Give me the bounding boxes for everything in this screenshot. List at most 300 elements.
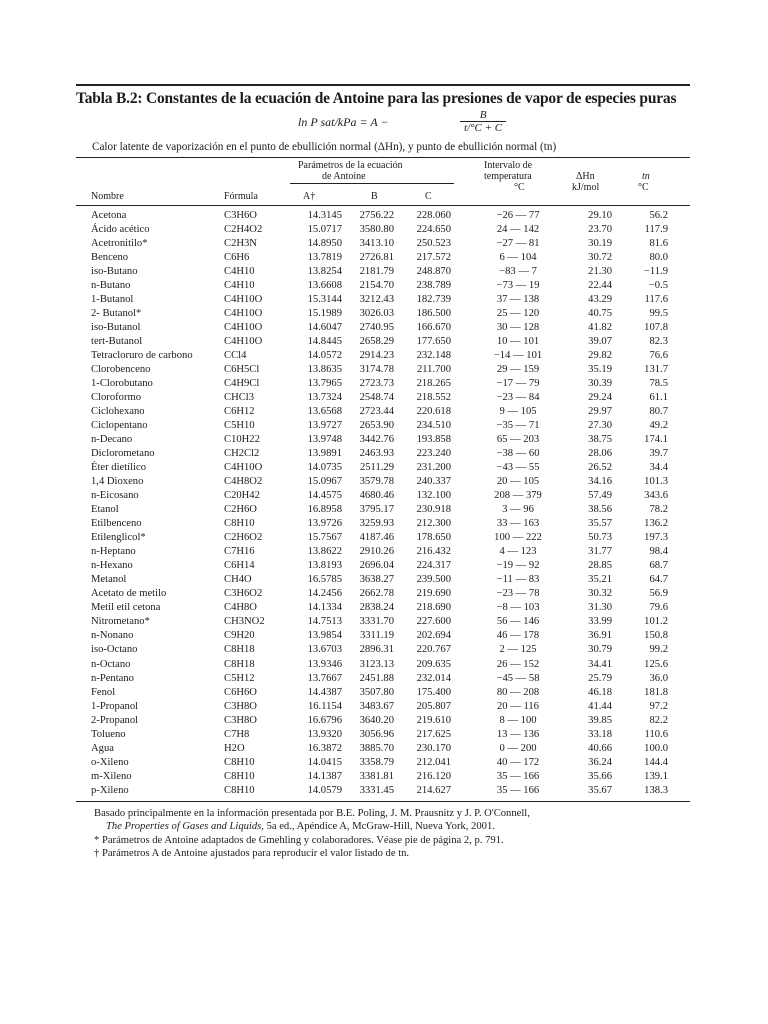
antoine-b: 3795.17 — [359, 504, 394, 516]
antoine-b: 3442.76 — [359, 434, 394, 446]
antoine-a: 14.6047 — [307, 322, 342, 334]
normal-boiling-point: 49.2 — [649, 420, 668, 432]
heat-of-vaporization: 39.85 — [588, 714, 612, 726]
params-group-rule — [290, 183, 454, 184]
heat-of-vaporization: 30.19 — [588, 238, 612, 250]
normal-boiling-point: 101.2 — [644, 616, 668, 628]
compound-name: Etanol — [91, 504, 119, 516]
heat-of-vaporization: 28.85 — [588, 560, 612, 572]
table-row — [76, 475, 690, 489]
table-row — [76, 686, 690, 700]
compound-formula: C2H6O2 — [224, 532, 263, 544]
compound-name: Tolueno — [91, 728, 126, 740]
antoine-a: 14.0735 — [307, 462, 342, 474]
antoine-c: 219.690 — [416, 588, 451, 600]
temperature-range: −27 — 81 — [496, 238, 540, 250]
antoine-c: 177.650 — [416, 336, 451, 348]
antoine-a: 14.1387 — [307, 770, 342, 782]
temperature-range: 65 — 203 — [496, 434, 540, 446]
antoine-b: 2723.73 — [359, 378, 394, 390]
header-tn-unit: °C — [638, 182, 649, 193]
antoine-a: 14.0572 — [307, 350, 342, 362]
antoine-b: 3212.43 — [359, 294, 394, 306]
compound-formula: CH4O — [224, 574, 252, 586]
antoine-b: 4680.46 — [359, 490, 394, 502]
compound-name: Etilbenceno — [91, 518, 142, 530]
heat-of-vaporization: 43.29 — [588, 294, 612, 306]
table-header — [76, 158, 690, 205]
compound-name: 1-Butanol — [91, 294, 134, 306]
temperature-range: 9 — 105 — [499, 406, 537, 418]
antoine-a: 14.1334 — [307, 602, 342, 614]
heat-of-vaporization: 40.66 — [588, 742, 612, 754]
antoine-a: 13.9346 — [307, 658, 342, 670]
antoine-c: 182.739 — [416, 294, 451, 306]
compound-name: m-Xileno — [91, 770, 132, 782]
antoine-a: 15.0967 — [307, 476, 342, 488]
table-row — [76, 489, 690, 503]
antoine-c: 230.918 — [416, 504, 451, 516]
compound-name: iso-Butanol — [91, 322, 141, 334]
antoine-a: 15.1989 — [307, 308, 342, 320]
table-row — [76, 503, 690, 517]
table-row — [76, 335, 690, 349]
antoine-c: 202.694 — [416, 630, 451, 642]
table-row — [76, 573, 690, 587]
compound-name: n-Decano — [91, 434, 133, 446]
normal-boiling-point: 82.2 — [649, 714, 668, 726]
antoine-c: 223.240 — [416, 448, 451, 460]
antoine-a: 16.5785 — [307, 574, 342, 586]
table-row — [76, 629, 690, 643]
table-row — [76, 419, 690, 433]
antoine-a: 13.7819 — [307, 252, 342, 264]
header-params-line2: de Antoine — [322, 171, 366, 182]
table-row — [76, 391, 690, 405]
antoine-b: 2653.90 — [359, 420, 394, 432]
normal-boiling-point: 138.3 — [644, 784, 668, 796]
heat-of-vaporization: 31.30 — [588, 602, 612, 614]
heat-of-vaporization: 33.18 — [588, 728, 612, 740]
compound-name: Benceno — [91, 252, 129, 264]
compound-formula: C3H6O — [224, 210, 257, 221]
compound-name: Acetronitilo* — [91, 238, 148, 250]
normal-boiling-point: 125.6 — [644, 658, 668, 670]
temperature-range: 20 — 105 — [496, 476, 540, 488]
antoine-a: 14.0415 — [307, 756, 342, 768]
compound-name: Cloroformo — [91, 392, 142, 404]
antoine-a: 13.6568 — [307, 406, 342, 418]
normal-boiling-point: 36.0 — [649, 672, 668, 684]
antoine-a: 16.8958 — [307, 504, 342, 516]
antoine-b: 2511.29 — [359, 462, 394, 474]
normal-boiling-point: 136.2 — [644, 518, 668, 530]
table-bottom-rule — [76, 801, 690, 802]
antoine-c: 232.148 — [416, 350, 451, 362]
antoine-c: 205.807 — [416, 700, 451, 712]
antoine-c: 218.552 — [416, 392, 451, 404]
antoine-a: 14.8445 — [307, 336, 342, 348]
temperature-range: 24 — 142 — [496, 224, 540, 236]
normal-boiling-point: 131.7 — [644, 364, 668, 376]
heat-of-vaporization: 35.21 — [588, 574, 612, 586]
antoine-equation — [76, 109, 690, 139]
heat-of-vaporization: 57.49 — [588, 490, 612, 502]
antoine-c: 175.400 — [416, 686, 451, 698]
antoine-a: 15.3144 — [307, 294, 342, 306]
compound-name: Ácido acético — [91, 224, 150, 236]
compound-formula: C6H14 — [224, 560, 255, 572]
compound-name: 2-Propanol — [91, 714, 139, 726]
table-row — [76, 770, 690, 784]
antoine-b: 2658.29 — [359, 336, 394, 348]
compound-formula: C8H10 — [224, 784, 255, 796]
heat-of-vaporization: 29.10 — [588, 210, 612, 221]
antoine-a: 13.9891 — [307, 448, 342, 460]
heat-of-vaporization: 30.72 — [588, 252, 612, 264]
heat-of-vaporization: 46.18 — [588, 686, 612, 698]
table-body — [76, 209, 690, 798]
table-row — [76, 321, 690, 335]
compound-name: Tetracloruro de carbono — [91, 350, 193, 362]
table-row — [76, 433, 690, 447]
equation-numerator: B — [479, 109, 487, 121]
antoine-c: 186.500 — [416, 308, 451, 320]
normal-boiling-point: 80.7 — [649, 406, 668, 418]
compound-formula: C8H10 — [224, 770, 255, 782]
equation-denominator: t/°C + C — [460, 121, 506, 135]
temperature-range: −23 — 84 — [496, 392, 540, 404]
temperature-range: −23 — 78 — [496, 588, 540, 600]
compound-formula: C7H8 — [224, 728, 250, 740]
compound-name: 1-Clorobutano — [91, 378, 153, 390]
antoine-b: 3413.10 — [359, 238, 394, 250]
antoine-a: 15.7567 — [307, 532, 342, 544]
normal-boiling-point: 39.7 — [649, 448, 668, 460]
antoine-a: 13.7324 — [307, 392, 342, 404]
compound-name: Ciclopentano — [91, 420, 148, 432]
antoine-c: 166.670 — [416, 322, 451, 334]
temperature-range: −35 — 71 — [496, 420, 540, 432]
temperature-range: 30 — 128 — [496, 322, 540, 334]
normal-boiling-point: 139.1 — [644, 770, 668, 782]
temperature-range: 6 — 104 — [499, 252, 537, 264]
temperature-range: 10 — 101 — [496, 336, 540, 348]
table-title: Tabla B.2: Constantes de la ecuación de Antoine para las presiones de vapor de especies puras — [76, 90, 677, 107]
antoine-b: 2726.81 — [359, 252, 394, 264]
compound-formula: C9H20 — [224, 630, 255, 642]
normal-boiling-point: −0.5 — [648, 280, 668, 292]
table-row — [76, 756, 690, 770]
antoine-c: 218.265 — [416, 378, 451, 390]
compound-formula: C4H10O — [224, 294, 263, 306]
compound-formula: C8H10 — [224, 518, 255, 530]
heat-of-vaporization: 38.56 — [588, 504, 612, 516]
source-note-line2 — [94, 820, 690, 834]
heat-of-vaporization: 22.44 — [588, 280, 612, 292]
normal-boiling-point: 343.6 — [644, 490, 668, 502]
table-page — [76, 84, 690, 861]
antoine-c: 178.650 — [416, 532, 451, 544]
antoine-b: 3579.78 — [359, 476, 394, 488]
compound-formula: C4H10 — [224, 280, 255, 292]
heat-of-vaporization: 25.79 — [588, 672, 612, 684]
compound-formula: C2H6O — [224, 504, 257, 516]
antoine-c: 230.170 — [416, 742, 451, 754]
antoine-a: 14.8950 — [307, 238, 342, 250]
header-c: C — [425, 191, 432, 202]
table-row — [76, 307, 690, 321]
table-row — [76, 742, 690, 756]
antoine-c: 220.618 — [416, 406, 451, 418]
compound-formula: C20H42 — [224, 490, 260, 502]
table-row — [76, 461, 690, 475]
compound-formula: C8H18 — [224, 644, 255, 656]
source-note-line1: Basado principalmente en la información presentada por B.E. Poling, J. M. Prausnitz y J. P. O'Connell, — [94, 807, 530, 819]
antoine-a: 16.3872 — [307, 742, 342, 754]
compound-formula: CH2Cl2 — [224, 448, 260, 460]
heat-of-vaporization: 26.52 — [588, 462, 612, 474]
heat-of-vaporization: 29.24 — [588, 392, 612, 404]
antoine-c: 228.060 — [416, 210, 451, 221]
temperature-range: 4 — 123 — [499, 546, 537, 558]
antoine-c: 132.100 — [416, 490, 451, 502]
equation-fraction — [460, 109, 506, 135]
antoine-a: 13.8193 — [307, 560, 342, 572]
table-row — [76, 672, 690, 686]
compound-name: Nitrometano* — [91, 616, 150, 628]
temperature-range: 40 — 172 — [496, 756, 540, 768]
antoine-a: 14.4575 — [307, 490, 342, 502]
temperature-range: −11 — 83 — [496, 574, 540, 586]
table-row — [76, 447, 690, 461]
heat-of-vaporization: 41.44 — [588, 700, 612, 712]
temperature-range: −19 — 92 — [496, 560, 540, 572]
compound-name: Metanol — [91, 574, 127, 586]
compound-formula: CHCl3 — [224, 392, 255, 404]
heat-of-vaporization: 30.79 — [588, 644, 612, 656]
compound-name: n-Pentano — [91, 672, 134, 684]
table-row — [76, 601, 690, 615]
header-bottom-rule — [76, 205, 690, 206]
temperature-range: 46 — 178 — [496, 630, 540, 642]
compound-formula: C4H10O — [224, 308, 263, 320]
header-dh: ΔHn — [576, 171, 595, 182]
compound-name: Agua — [91, 742, 114, 754]
antoine-b: 3507.80 — [359, 686, 394, 698]
normal-boiling-point: 101.3 — [644, 476, 668, 488]
compound-name: Acetato de metilo — [91, 588, 167, 600]
antoine-c: 234.510 — [416, 420, 451, 432]
antoine-c: 218.690 — [416, 602, 451, 614]
antoine-a: 14.0579 — [307, 784, 342, 796]
heat-of-vaporization: 27.30 — [588, 420, 612, 432]
antoine-c: 238.789 — [416, 280, 451, 292]
compound-formula: H2O — [224, 742, 245, 754]
compound-name: o-Xileno — [91, 756, 129, 768]
header-interval-line2: temperatura — [484, 171, 532, 182]
table-row — [76, 265, 690, 279]
antoine-a: 14.4387 — [307, 686, 342, 698]
temperature-range: 25 — 120 — [496, 308, 540, 320]
heat-of-vaporization: 28.06 — [588, 448, 612, 460]
compound-formula: C10H22 — [224, 434, 260, 446]
antoine-a: 16.6796 — [307, 714, 342, 726]
compound-name: tert-Butanol — [91, 336, 143, 348]
normal-boiling-point: 99.2 — [649, 644, 668, 656]
table-row — [76, 209, 690, 223]
temperature-range: 100 — 222 — [494, 532, 542, 544]
antoine-a: 15.0717 — [307, 224, 342, 236]
compound-formula: C3H6O2 — [224, 588, 263, 600]
normal-boiling-point: 117.9 — [644, 224, 668, 236]
heat-of-vaporization: 34.16 — [588, 476, 612, 488]
antoine-a: 13.8635 — [307, 364, 342, 376]
table-row — [76, 237, 690, 251]
normal-boiling-point: 78.5 — [649, 378, 668, 390]
asterisk-note: * Parámetros de Antoine adaptados de Gmehling y colaboradores. Véase pie de página 2, p. 791. — [94, 834, 504, 846]
heat-of-vaporization: 33.99 — [588, 616, 612, 628]
normal-boiling-point: 144.4 — [644, 756, 668, 768]
compound-name: n-Nonano — [91, 630, 134, 642]
temperature-range: 26 — 152 — [496, 658, 540, 670]
temperature-range: −14 — 101 — [493, 350, 543, 362]
heat-of-vaporization: 35.67 — [588, 784, 612, 796]
antoine-b: 2154.70 — [359, 280, 394, 292]
normal-boiling-point: 150.8 — [644, 630, 668, 642]
heat-of-vaporization: 35.57 — [588, 518, 612, 530]
compound-formula: C2H4O2 — [224, 224, 263, 236]
compound-formula: C6H6O — [224, 686, 257, 698]
antoine-a: 13.7965 — [307, 378, 342, 390]
source-note-rest: 5a ed., Apéndice A, McGraw-Hill, Nueva York, 2001. — [263, 821, 495, 833]
temperature-range: −17 — 79 — [496, 378, 540, 390]
antoine-b: 2463.93 — [359, 448, 394, 460]
header-params-line1: Parámetros de la ecuación — [298, 160, 403, 171]
normal-boiling-point: 174.1 — [644, 434, 668, 446]
antoine-c: 227.600 — [416, 616, 451, 628]
temperature-range: 0 — 200 — [499, 742, 537, 754]
compound-name: n-Eicosano — [91, 490, 139, 502]
compound-name: Clorobenceno — [91, 364, 151, 376]
compound-formula: C8H10 — [224, 756, 255, 768]
antoine-b: 3331.45 — [359, 784, 394, 796]
compound-formula: C6H12 — [224, 406, 255, 418]
compound-formula: C7H16 — [224, 546, 255, 558]
compound-name: p-Xileno — [91, 784, 129, 796]
table-row — [76, 251, 690, 265]
antoine-b: 2910.26 — [359, 546, 394, 558]
normal-boiling-point: 76.6 — [649, 350, 668, 362]
temperature-range: 208 — 379 — [494, 490, 542, 502]
antoine-c: 216.120 — [416, 770, 451, 782]
temperature-range: 80 — 208 — [496, 686, 540, 698]
antoine-a: 13.9320 — [307, 728, 342, 740]
header-interval-unit: °C — [514, 182, 525, 193]
table-notes — [76, 807, 690, 861]
equation-lhs: ln P sat/kPa = A − — [298, 115, 389, 129]
header-tn: tn — [642, 171, 650, 182]
antoine-b: 3358.79 — [359, 756, 394, 768]
header-nombre: Nombre — [91, 191, 124, 202]
antoine-b: 3885.70 — [359, 742, 394, 754]
compound-name: Diclorometano — [91, 448, 155, 460]
table-row — [76, 377, 690, 391]
temperature-range: −8 — 103 — [496, 602, 540, 614]
compound-name: n-Hexano — [91, 560, 133, 572]
compound-name: n-Heptano — [91, 546, 136, 558]
heat-of-vaporization: 36.24 — [588, 756, 612, 768]
antoine-b: 3580.80 — [359, 224, 394, 236]
antoine-a: 13.7667 — [307, 672, 342, 684]
normal-boiling-point: −11.9 — [643, 266, 668, 278]
normal-boiling-point: 107.8 — [644, 322, 668, 334]
antoine-c: 232.014 — [416, 672, 451, 684]
normal-boiling-point: 98.4 — [649, 546, 668, 558]
heat-of-vaporization: 21.30 — [588, 266, 612, 278]
temperature-range: −45 — 58 — [496, 672, 540, 684]
table-row — [76, 279, 690, 293]
compound-formula: C5H12 — [224, 672, 255, 684]
compound-formula: C4H9Cl — [224, 378, 260, 390]
normal-boiling-point: 56.9 — [649, 588, 668, 600]
antoine-b: 2838.24 — [359, 602, 394, 614]
antoine-a: 13.9727 — [307, 420, 342, 432]
heat-of-vaporization: 34.41 — [588, 658, 612, 670]
normal-boiling-point: 110.6 — [644, 728, 668, 740]
compound-name: Fenol — [91, 686, 116, 698]
compound-formula: C4H10O — [224, 462, 263, 474]
antoine-c: 193.858 — [416, 434, 451, 446]
antoine-b: 2548.74 — [359, 392, 394, 404]
compound-formula: C8H18 — [224, 658, 255, 670]
heat-of-vaporization: 29.97 — [588, 406, 612, 418]
antoine-b: 3331.70 — [359, 616, 394, 628]
normal-boiling-point: 56.2 — [649, 210, 668, 221]
temperature-range: −43 — 55 — [496, 462, 540, 474]
table-subtitle: Calor latente de vaporización en el punto de ebullición normal (ΔHn), y punto de ebullición normal (tn) — [92, 141, 557, 153]
temperature-range: 3 — 96 — [502, 504, 534, 516]
antoine-c: 250.523 — [416, 238, 451, 250]
compound-name: Etilenglicol* — [91, 532, 146, 544]
heat-of-vaporization: 41.82 — [588, 322, 612, 334]
temperature-range: 35 — 166 — [496, 770, 540, 782]
temperature-range: 20 — 116 — [497, 700, 539, 712]
antoine-b: 3026.03 — [359, 308, 394, 320]
antoine-b: 2696.04 — [359, 560, 394, 572]
table-row — [76, 545, 690, 559]
compound-formula: C4H8O — [224, 602, 257, 614]
temperature-range: 37 — 138 — [496, 294, 540, 306]
antoine-c: 220.767 — [416, 644, 451, 656]
antoine-c: 214.627 — [416, 784, 451, 796]
source-book-title: The Properties of Gases and Liquids, — [106, 821, 264, 833]
antoine-b: 2756.22 — [359, 210, 394, 221]
normal-boiling-point: 61.1 — [649, 392, 668, 404]
heat-of-vaporization: 38.75 — [588, 434, 612, 446]
header-dh-unit: kJ/mol — [572, 182, 600, 193]
table-row — [76, 223, 690, 237]
antoine-b: 2896.31 — [359, 644, 394, 656]
compound-name: Ciclohexano — [91, 406, 145, 418]
header-formula: Fórmula — [224, 191, 258, 202]
table-row — [76, 784, 690, 798]
heat-of-vaporization: 40.75 — [588, 308, 612, 320]
heat-of-vaporization: 31.77 — [588, 546, 612, 558]
normal-boiling-point: 68.7 — [649, 560, 668, 572]
antoine-a: 16.1154 — [307, 700, 342, 712]
antoine-b: 2181.79 — [359, 266, 394, 278]
